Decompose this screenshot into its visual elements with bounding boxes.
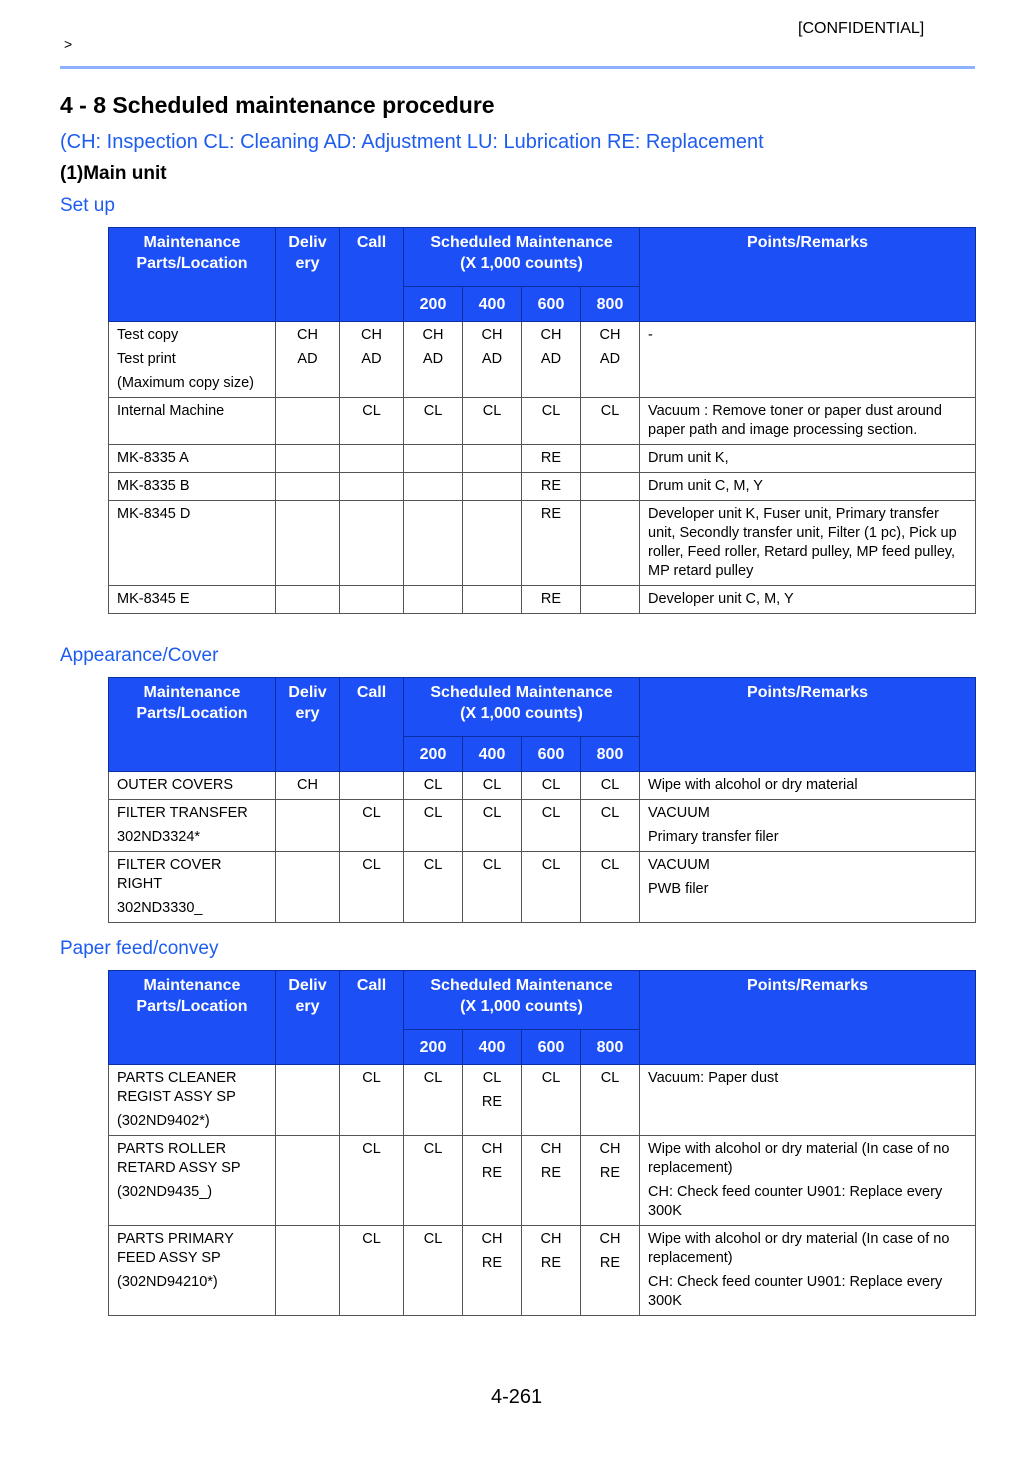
c600-cell xyxy=(522,445,581,473)
part-location-text: PARTS ROLLER RETARD ASSY SP xyxy=(117,1141,241,1176)
remarks-cell xyxy=(640,852,976,923)
c600-cell xyxy=(522,800,581,852)
c400-cell xyxy=(463,852,522,923)
header-count-400: 400 xyxy=(463,737,522,772)
header-parts-line: Maintenance xyxy=(143,234,241,251)
maintenance-code: CH xyxy=(481,327,503,343)
call-cell xyxy=(340,852,404,923)
part-location-cell xyxy=(109,772,276,800)
part-location-text: FILTER TRANSFER xyxy=(117,805,248,821)
maintenance-code: CL xyxy=(600,1070,620,1086)
maintenance-code: CL xyxy=(423,777,443,793)
call-cell xyxy=(340,473,404,501)
remarks-cell xyxy=(640,586,976,614)
c200-cell xyxy=(404,1226,463,1316)
maintenance-code: AD xyxy=(422,351,444,367)
delivery-cell xyxy=(276,398,340,445)
header-delivery xyxy=(276,228,340,322)
maintenance-code: CH xyxy=(540,327,562,343)
table-row xyxy=(109,1136,976,1226)
maintenance-code: CH xyxy=(540,1231,562,1247)
header-scheduled-maintenance xyxy=(404,971,640,1030)
header-scheduled-line: (X 1,000 counts) xyxy=(460,255,583,272)
remarks-text: Drum unit K, xyxy=(648,450,729,466)
remarks-text: VACUUM xyxy=(648,805,710,821)
header-call-line: Call xyxy=(356,977,387,994)
header-remarks-line: Points/Remarks xyxy=(747,684,868,701)
maintenance-code: CH xyxy=(599,327,621,343)
delivery-cell xyxy=(276,322,340,398)
part-location-cell xyxy=(109,473,276,501)
maintenance-code: CL xyxy=(423,1141,443,1157)
remarks-cell xyxy=(640,473,976,501)
part-location-text: MK-8345 D xyxy=(117,506,191,522)
header-delivery-line: Deliv xyxy=(288,234,327,251)
header-row xyxy=(109,678,976,737)
part-location-text: MK-8335 A xyxy=(117,450,189,466)
c200-cell xyxy=(404,473,463,501)
delivery-cell xyxy=(276,852,340,923)
table-row xyxy=(109,586,976,614)
remarks-text: VACUUM xyxy=(648,857,710,873)
c200-cell xyxy=(404,1136,463,1226)
header-count-400: 400 xyxy=(463,287,522,322)
maintenance-code: CL xyxy=(423,1070,443,1086)
top-rule xyxy=(60,66,975,69)
c800-cell xyxy=(581,586,640,614)
remarks-text: Developer unit C, M, Y xyxy=(648,591,794,607)
header-scheduled-line: Scheduled Maintenance xyxy=(430,977,613,994)
header-parts-line: Parts/Location xyxy=(136,998,248,1015)
c400-cell xyxy=(463,586,522,614)
header-call xyxy=(340,678,404,772)
header-parts-line: Parts/Location xyxy=(136,705,248,722)
c800-cell xyxy=(581,398,640,445)
table-row xyxy=(109,445,976,473)
unit-subtitle: (1)Main unit xyxy=(60,163,167,184)
c600-cell xyxy=(522,322,581,398)
c200-cell xyxy=(404,586,463,614)
header-count-600: 600 xyxy=(522,737,581,772)
c400-cell xyxy=(463,1065,522,1136)
maintenance-code: CH xyxy=(422,327,444,343)
maintenance-code: CL xyxy=(482,777,502,793)
c400-cell xyxy=(463,398,522,445)
c600-cell xyxy=(522,398,581,445)
c800-cell xyxy=(581,1226,640,1316)
delivery-cell xyxy=(276,800,340,852)
c400-cell xyxy=(463,1226,522,1316)
remarks-text: Developer unit K, Fuser unit, Primary transfer unit, Secondly transfer unit, Filter (1 pc), Pick up roller, Feed roller, Retard pulley, MP feed pulley, MP retard pulley xyxy=(648,506,957,579)
page-title: 4 - 8 Scheduled maintenance procedure xyxy=(60,92,495,118)
remarks-text: Wipe with alcohol or dry material (In case of no replacement) xyxy=(648,1231,950,1266)
remarks-text: Primary transfer filer xyxy=(648,829,779,845)
section-title-setup: Set up xyxy=(60,195,115,216)
maintenance-code: CL xyxy=(600,777,620,793)
maintenance-code: RE xyxy=(481,1094,503,1110)
remarks-cell xyxy=(640,398,976,445)
delivery-cell xyxy=(276,772,340,800)
part-location-cell xyxy=(109,322,276,398)
maintenance-code: CL xyxy=(600,403,620,419)
maintenance-table-appearance xyxy=(108,677,976,923)
part-location-cell xyxy=(109,586,276,614)
header-row xyxy=(109,228,976,287)
part-location-cell xyxy=(109,1226,276,1316)
maintenance-code: CL xyxy=(423,857,443,873)
maintenance-code: RE xyxy=(540,1255,562,1271)
remarks-cell xyxy=(640,772,976,800)
call-cell xyxy=(340,800,404,852)
part-location-cell xyxy=(109,398,276,445)
part-location-text: PARTS PRIMARY FEED ASSY SP xyxy=(117,1231,234,1266)
header-parts-location xyxy=(109,971,276,1065)
header-scheduled-line: Scheduled Maintenance xyxy=(430,234,613,251)
c200-cell xyxy=(404,445,463,473)
remarks-cell xyxy=(640,1136,976,1226)
delivery-cell xyxy=(276,586,340,614)
maintenance-code: RE xyxy=(599,1165,621,1181)
call-cell xyxy=(340,501,404,586)
header-points-remarks xyxy=(640,971,976,1065)
remarks-text: Wipe with alcohol or dry material (In case of no replacement) xyxy=(648,1141,950,1176)
delivery-cell xyxy=(276,1226,340,1316)
maintenance-code: RE xyxy=(540,1165,562,1181)
c400-cell xyxy=(463,322,522,398)
table-row xyxy=(109,322,976,398)
nav-marker: > xyxy=(64,36,73,52)
maintenance-code: AD xyxy=(297,351,318,367)
c400-cell xyxy=(463,1136,522,1226)
part-location-text: FILTER COVER RIGHT xyxy=(117,857,222,892)
maintenance-code: CL xyxy=(541,1070,561,1086)
call-cell xyxy=(340,772,404,800)
maintenance-code: AD xyxy=(599,351,621,367)
maintenance-code: CH xyxy=(540,1141,562,1157)
call-cell xyxy=(340,586,404,614)
call-cell xyxy=(340,1136,404,1226)
part-location-text: PARTS CLEANER REGIST ASSY SP xyxy=(117,1070,237,1105)
c800-cell xyxy=(581,445,640,473)
delivery-cell xyxy=(276,1136,340,1226)
table-row xyxy=(109,398,976,445)
remarks-text: - xyxy=(648,327,653,343)
part-location-text: Test print xyxy=(117,351,176,367)
maintenance-table-setup xyxy=(108,227,976,614)
header-count-600: 600 xyxy=(522,1030,581,1065)
confidential-label: [CONFIDENTIAL] xyxy=(798,20,925,37)
header-scheduled-line: (X 1,000 counts) xyxy=(460,998,583,1015)
header-count-200: 200 xyxy=(404,737,463,772)
call-cell xyxy=(340,398,404,445)
remarks-text: CH: Check feed counter U901: Replace every 300K xyxy=(648,1274,943,1309)
maintenance-code: CL xyxy=(600,857,620,873)
call-cell xyxy=(340,445,404,473)
c800-cell xyxy=(581,322,640,398)
remarks-text: Wipe with alcohol or dry material xyxy=(648,777,858,793)
c400-cell xyxy=(463,800,522,852)
c600-cell xyxy=(522,852,581,923)
header-call xyxy=(340,971,404,1065)
c200-cell xyxy=(404,322,463,398)
c200-cell xyxy=(404,800,463,852)
maintenance-code: RE xyxy=(540,591,562,607)
page-number: 4-261 xyxy=(491,1386,543,1408)
maintenance-code: CH xyxy=(361,327,382,343)
c600-cell xyxy=(522,586,581,614)
part-location-text: (302ND9402*) xyxy=(117,1113,210,1129)
header-parts-location xyxy=(109,678,276,772)
part-location-cell xyxy=(109,1136,276,1226)
header-scheduled-line: (X 1,000 counts) xyxy=(460,705,583,722)
maintenance-code: CH xyxy=(481,1231,503,1247)
remarks-cell xyxy=(640,1065,976,1136)
delivery-cell xyxy=(276,501,340,586)
maintenance-code: CL xyxy=(362,857,381,873)
header-delivery-line: Deliv xyxy=(288,684,327,701)
header-delivery xyxy=(276,971,340,1065)
maintenance-code: CL xyxy=(482,1070,502,1086)
table-row xyxy=(109,501,976,586)
part-location-text: MK-8345 E xyxy=(117,591,190,607)
header-scheduled-maintenance xyxy=(404,228,640,287)
header-points-remarks xyxy=(640,678,976,772)
c600-cell xyxy=(522,1136,581,1226)
header-count-200: 200 xyxy=(404,287,463,322)
maintenance-code: CL xyxy=(541,777,561,793)
maintenance-code: CL xyxy=(362,1070,381,1086)
c600-cell xyxy=(522,501,581,586)
c200-cell xyxy=(404,398,463,445)
maintenance-code: CL xyxy=(482,403,502,419)
header-delivery-line: ery xyxy=(295,998,320,1015)
table-row xyxy=(109,800,976,852)
part-location-cell xyxy=(109,1065,276,1136)
c800-cell xyxy=(581,772,640,800)
part-location-text: (Maximum copy size) xyxy=(117,375,254,391)
table-row xyxy=(109,772,976,800)
part-location-text: 302ND3324* xyxy=(117,829,201,845)
maintenance-code: CL xyxy=(362,403,381,419)
part-location-text: Internal Machine xyxy=(117,403,225,419)
maintenance-code: CL xyxy=(541,805,561,821)
maintenance-code: CL xyxy=(362,805,381,821)
header-count-800: 800 xyxy=(581,1030,640,1065)
maintenance-code: CL xyxy=(423,1231,443,1247)
delivery-cell xyxy=(276,473,340,501)
part-location-cell xyxy=(109,852,276,923)
maintenance-code: CL xyxy=(600,805,620,821)
section-title-paper-feed: Paper feed/convey xyxy=(60,938,219,959)
part-location-text: 302ND3330_ xyxy=(117,900,203,916)
maintenance-code: CL xyxy=(423,805,443,821)
c800-cell xyxy=(581,473,640,501)
header-parts-line: Maintenance xyxy=(143,977,241,994)
maintenance-code: CL xyxy=(362,1141,381,1157)
header-delivery-line: ery xyxy=(295,255,320,272)
table-row xyxy=(109,852,976,923)
part-location-cell xyxy=(109,800,276,852)
call-cell xyxy=(340,322,404,398)
header-parts-line: Parts/Location xyxy=(136,255,248,272)
c400-cell xyxy=(463,445,522,473)
maintenance-code: RE xyxy=(540,478,562,494)
c400-cell xyxy=(463,473,522,501)
maintenance-code: CH xyxy=(599,1141,621,1157)
maintenance-code: AD xyxy=(481,351,503,367)
table-row xyxy=(109,1226,976,1316)
header-scheduled-line: Scheduled Maintenance xyxy=(430,684,613,701)
maintenance-code: RE xyxy=(481,1255,503,1271)
table-row xyxy=(109,473,976,501)
c600-cell xyxy=(522,1226,581,1316)
remarks-cell xyxy=(640,501,976,586)
header-remarks-line: Points/Remarks xyxy=(747,977,868,994)
section-title-appearance: Appearance/Cover xyxy=(60,645,219,666)
maintenance-code: CH xyxy=(599,1231,621,1247)
remarks-cell xyxy=(640,1226,976,1316)
c800-cell xyxy=(581,852,640,923)
remarks-text: PWB filer xyxy=(648,881,709,897)
part-location-text: (302ND94210*) xyxy=(117,1274,218,1290)
maintenance-code: CL xyxy=(541,403,561,419)
delivery-cell xyxy=(276,1065,340,1136)
header-parts-location xyxy=(109,228,276,322)
header-delivery xyxy=(276,678,340,772)
table-row xyxy=(109,1065,976,1136)
delivery-cell xyxy=(276,445,340,473)
c800-cell xyxy=(581,501,640,586)
maintenance-table-paper-feed xyxy=(108,970,976,1316)
maintenance-code: CL xyxy=(423,403,443,419)
header-remarks-line: Points/Remarks xyxy=(747,234,868,251)
c600-cell xyxy=(522,473,581,501)
maintenance-code: RE xyxy=(599,1255,621,1271)
remarks-cell xyxy=(640,445,976,473)
maintenance-code: RE xyxy=(540,450,562,466)
part-location-text: (302ND9435_) xyxy=(117,1184,213,1200)
part-location-text: Test copy xyxy=(117,327,179,343)
maintenance-code: AD xyxy=(540,351,562,367)
remarks-cell xyxy=(640,800,976,852)
header-call xyxy=(340,228,404,322)
c800-cell xyxy=(581,800,640,852)
header-scheduled-maintenance xyxy=(404,678,640,737)
call-cell xyxy=(340,1226,404,1316)
maintenance-code: CH xyxy=(481,1141,503,1157)
header-count-200: 200 xyxy=(404,1030,463,1065)
remarks-text: Vacuum : Remove toner or paper dust around paper path and image processing section. xyxy=(648,403,942,438)
code-legend: (CH: Inspection CL: Cleaning AD: Adjustment LU: Lubrication RE: Replacement xyxy=(60,131,764,153)
c200-cell xyxy=(404,772,463,800)
header-count-800: 800 xyxy=(581,737,640,772)
header-points-remarks xyxy=(640,228,976,322)
part-location-text: MK-8335 B xyxy=(117,478,190,494)
maintenance-code: RE xyxy=(540,506,562,522)
maintenance-code: CL xyxy=(362,1231,381,1247)
maintenance-code: CH xyxy=(297,777,318,793)
part-location-cell xyxy=(109,501,276,586)
header-count-600: 600 xyxy=(522,287,581,322)
c800-cell xyxy=(581,1065,640,1136)
header-count-800: 800 xyxy=(581,287,640,322)
c200-cell xyxy=(404,501,463,586)
header-parts-line: Maintenance xyxy=(143,684,241,701)
c200-cell xyxy=(404,852,463,923)
call-cell xyxy=(340,1065,404,1136)
header-delivery-line: ery xyxy=(295,705,320,722)
maintenance-code: RE xyxy=(481,1165,503,1181)
header-call-line: Call xyxy=(356,234,387,251)
maintenance-code: CL xyxy=(482,805,502,821)
remarks-text: Drum unit C, M, Y xyxy=(648,478,763,494)
header-delivery-line: Deliv xyxy=(288,977,327,994)
header-call-line: Call xyxy=(356,684,387,701)
header-count-400: 400 xyxy=(463,1030,522,1065)
part-location-text: OUTER COVERS xyxy=(117,777,234,793)
c600-cell xyxy=(522,772,581,800)
remarks-text: CH: Check feed counter U901: Replace every 300K xyxy=(648,1184,943,1219)
part-location-cell xyxy=(109,445,276,473)
remarks-text: Vacuum: Paper dust xyxy=(648,1070,779,1086)
c800-cell xyxy=(581,1136,640,1226)
maintenance-code: CH xyxy=(297,327,318,343)
maintenance-code: CL xyxy=(482,857,502,873)
c400-cell xyxy=(463,501,522,586)
maintenance-code: CL xyxy=(541,857,561,873)
c200-cell xyxy=(404,1065,463,1136)
maintenance-code: AD xyxy=(361,351,382,367)
c400-cell xyxy=(463,772,522,800)
remarks-cell xyxy=(640,322,976,398)
header-row xyxy=(109,971,976,1030)
c600-cell xyxy=(522,1065,581,1136)
